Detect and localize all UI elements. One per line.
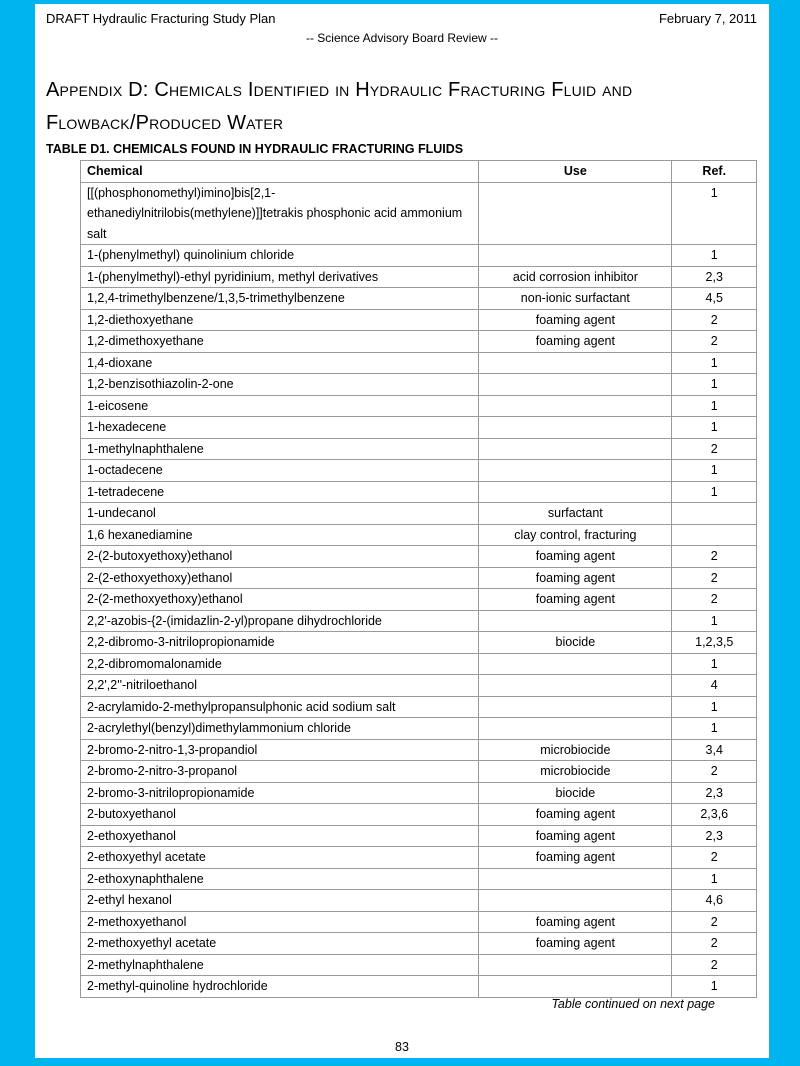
cell-use — [479, 675, 672, 697]
cell-chemical: 2-(2-methoxyethoxy)ethanol — [81, 589, 479, 611]
cell-chemical: 1,2,4-trimethylbenzene/1,3,5-trimethylbenzene — [81, 288, 479, 310]
cell-use — [479, 718, 672, 740]
cell-use — [479, 890, 672, 912]
cell-ref: 2 — [672, 331, 757, 353]
cell-chemical: 2-methyl-quinoline hydrochloride — [81, 976, 479, 998]
table-row — [81, 890, 757, 912]
cell-use — [479, 976, 672, 998]
cell-use — [479, 352, 672, 374]
cell-use — [479, 610, 672, 632]
cell-ref: 1 — [672, 718, 757, 740]
table-row — [81, 675, 757, 697]
table-row — [81, 481, 757, 503]
cell-ref: 1,2,3,5 — [672, 632, 757, 654]
cell-ref: 1 — [672, 868, 757, 890]
cell-ref — [672, 524, 757, 546]
cell-chemical: 2,2'-azobis-{2-(imidazlin-2-yl)propane dihydrochloride — [81, 610, 479, 632]
cell-chemical: 1,2-benzisothiazolin-2-one — [81, 374, 479, 396]
cell-chemical: 1,2-dimethoxyethane — [81, 331, 479, 353]
cell-ref: 1 — [672, 653, 757, 675]
cell-ref: 2 — [672, 954, 757, 976]
cell-use: foaming agent — [479, 331, 672, 353]
table-row — [81, 696, 757, 718]
header-review-note: -- Science Advisory Board Review -- — [305, 31, 499, 45]
cell-ref: 2,3,6 — [672, 804, 757, 826]
table-header-row — [81, 161, 757, 183]
table-row — [81, 438, 757, 460]
cell-use — [479, 481, 672, 503]
cell-chemical: 2-methylnaphthalene — [81, 954, 479, 976]
cell-chemical: 2-acrylamido-2-methylpropansulphonic acid sodium salt — [81, 696, 479, 718]
table-row — [81, 546, 757, 568]
table-row — [81, 589, 757, 611]
cell-chemical: 2,2',2''-nitriloethanol — [81, 675, 479, 697]
cell-use — [479, 438, 672, 460]
table-row — [81, 395, 757, 417]
cell-ref: 1 — [672, 610, 757, 632]
cell-chemical: 2-ethoxynaphthalene — [81, 868, 479, 890]
cell-ref: 1 — [672, 182, 757, 245]
cell-ref: 2 — [672, 847, 757, 869]
cell-use — [479, 374, 672, 396]
cell-chemical: 2-butoxyethanol — [81, 804, 479, 826]
cell-chemical: 2-(2-butoxyethoxy)ethanol — [81, 546, 479, 568]
column-header-use: Use — [479, 161, 672, 183]
table-row — [81, 610, 757, 632]
cell-ref: 2 — [672, 933, 757, 955]
cell-ref: 1 — [672, 696, 757, 718]
table-continued-note: Table continued on next page — [551, 997, 715, 1011]
cell-use: foaming agent — [479, 847, 672, 869]
cell-ref: 2 — [672, 309, 757, 331]
cell-ref: 2 — [672, 567, 757, 589]
cell-ref: 2,3 — [672, 266, 757, 288]
cell-use: clay control, fracturing — [479, 524, 672, 546]
cell-ref: 2,3 — [672, 825, 757, 847]
table-row — [81, 847, 757, 869]
cell-use: foaming agent — [479, 911, 672, 933]
cell-use: foaming agent — [479, 546, 672, 568]
cell-chemical: 1-(phenylmethyl) quinolinium chloride — [81, 245, 479, 267]
table-row — [81, 309, 757, 331]
table-row — [81, 417, 757, 439]
cell-use: foaming agent — [479, 804, 672, 826]
table-body — [81, 182, 757, 997]
table-row — [81, 182, 757, 245]
cell-use: foaming agent — [479, 309, 672, 331]
cell-use: foaming agent — [479, 567, 672, 589]
cell-ref: 2 — [672, 589, 757, 611]
table-row — [81, 825, 757, 847]
table-row — [81, 245, 757, 267]
table-row — [81, 653, 757, 675]
cell-ref: 1 — [672, 481, 757, 503]
cell-ref — [672, 503, 757, 525]
cell-chemical: 2,2-dibromo-3-nitrilopropionamide — [81, 632, 479, 654]
cell-chemical: 1-hexadecene — [81, 417, 479, 439]
cell-ref: 4 — [672, 675, 757, 697]
cell-ref: 2 — [672, 911, 757, 933]
table-row — [81, 374, 757, 396]
table-row — [81, 868, 757, 890]
table-row — [81, 632, 757, 654]
table-row — [81, 782, 757, 804]
cell-use: microbiocide — [479, 761, 672, 783]
cell-chemical: 2-bromo-2-nitro-3-propanol — [81, 761, 479, 783]
column-header-chemical: Chemical — [81, 161, 479, 183]
table-title: TABLE D1. CHEMICALS FOUND IN HYDRAULIC FRACTURING FLUIDS — [46, 142, 464, 156]
table-row — [81, 352, 757, 374]
cell-use — [479, 417, 672, 439]
cell-chemical: 1,2-diethoxyethane — [81, 309, 479, 331]
cell-chemical: 1,4-dioxane — [81, 352, 479, 374]
cell-chemical: 2-methoxyethanol — [81, 911, 479, 933]
cell-ref: 2,3 — [672, 782, 757, 804]
cell-chemical: 1-octadecene — [81, 460, 479, 482]
cell-chemical: 1-eicosene — [81, 395, 479, 417]
cell-chemical: 2-ethyl hexanol — [81, 890, 479, 912]
cell-chemical: 2,2-dibromomalonamide — [81, 653, 479, 675]
table-row — [81, 288, 757, 310]
table-row — [81, 266, 757, 288]
cell-chemical: 1-methylnaphthalene — [81, 438, 479, 460]
cell-chemical: 2-acrylethyl(benzyl)dimethylammonium chloride — [81, 718, 479, 740]
cell-chemical: 2-methoxyethyl acetate — [81, 933, 479, 955]
cell-use — [479, 182, 672, 245]
cell-use: foaming agent — [479, 589, 672, 611]
table-row — [81, 718, 757, 740]
page-number: 83 — [395, 1040, 409, 1054]
table-row — [81, 933, 757, 955]
cell-ref: 3,4 — [672, 739, 757, 761]
cell-use — [479, 653, 672, 675]
cell-use: microbiocide — [479, 739, 672, 761]
cell-ref: 1 — [672, 460, 757, 482]
appendix-title: Appendix D: Chemicals Identified in Hydraulic Fracturing Fluid and Flowback/Produced Water — [46, 79, 633, 134]
table-row — [81, 567, 757, 589]
cell-use — [479, 954, 672, 976]
cell-chemical: 2-bromo-2-nitro-1,3-propandiol — [81, 739, 479, 761]
cell-use: foaming agent — [479, 933, 672, 955]
cell-ref: 1 — [672, 352, 757, 374]
table-row — [81, 976, 757, 998]
chemicals-table — [80, 160, 757, 998]
cell-use: acid corrosion inhibitor — [479, 266, 672, 288]
table-row — [81, 804, 757, 826]
cell-ref: 1 — [672, 374, 757, 396]
table-row — [81, 761, 757, 783]
cell-ref: 1 — [672, 417, 757, 439]
cell-chemical: 2-ethoxyethyl acetate — [81, 847, 479, 869]
cell-chemical: 1-(phenylmethyl)-ethyl pyridinium, methyl derivatives — [81, 266, 479, 288]
cell-use — [479, 460, 672, 482]
cell-ref: 1 — [672, 976, 757, 998]
header-title: DRAFT Hydraulic Fracturing Study Plan — [46, 11, 276, 26]
cell-use — [479, 245, 672, 267]
table-row — [81, 503, 757, 525]
cell-use — [479, 868, 672, 890]
cell-use — [479, 395, 672, 417]
cell-chemical: 2-(2-ethoxyethoxy)ethanol — [81, 567, 479, 589]
cell-ref: 2 — [672, 438, 757, 460]
table-row — [81, 460, 757, 482]
cell-chemical: [[(phosphonomethyl)imino]bis[2,1-ethanediylnitrilobis(methylene)]]tetrakis phosphonic acid ammonium salt — [81, 182, 479, 245]
cell-use: foaming agent — [479, 825, 672, 847]
table-row — [81, 954, 757, 976]
cell-chemical: 1-undecanol — [81, 503, 479, 525]
table-row — [81, 739, 757, 761]
column-header-ref: Ref. — [672, 161, 757, 183]
cell-use: non-ionic surfactant — [479, 288, 672, 310]
table-row — [81, 331, 757, 353]
cell-ref: 2 — [672, 546, 757, 568]
cell-chemical: 1-tetradecene — [81, 481, 479, 503]
cell-chemical: 1,6 hexanediamine — [81, 524, 479, 546]
table-row — [81, 911, 757, 933]
document-page — [35, 4, 769, 1058]
cell-use: surfactant — [479, 503, 672, 525]
table-row — [81, 524, 757, 546]
cell-ref: 2 — [672, 761, 757, 783]
cell-ref: 1 — [672, 395, 757, 417]
cell-use: biocide — [479, 632, 672, 654]
cell-ref: 4,6 — [672, 890, 757, 912]
cell-chemical: 2-ethoxyethanol — [81, 825, 479, 847]
cell-ref: 1 — [672, 245, 757, 267]
cell-chemical: 2-bromo-3-nitrilopropionamide — [81, 782, 479, 804]
cell-use: biocide — [479, 782, 672, 804]
header-date: February 7, 2011 — [658, 11, 757, 26]
cell-use — [479, 696, 672, 718]
cell-ref: 4,5 — [672, 288, 757, 310]
